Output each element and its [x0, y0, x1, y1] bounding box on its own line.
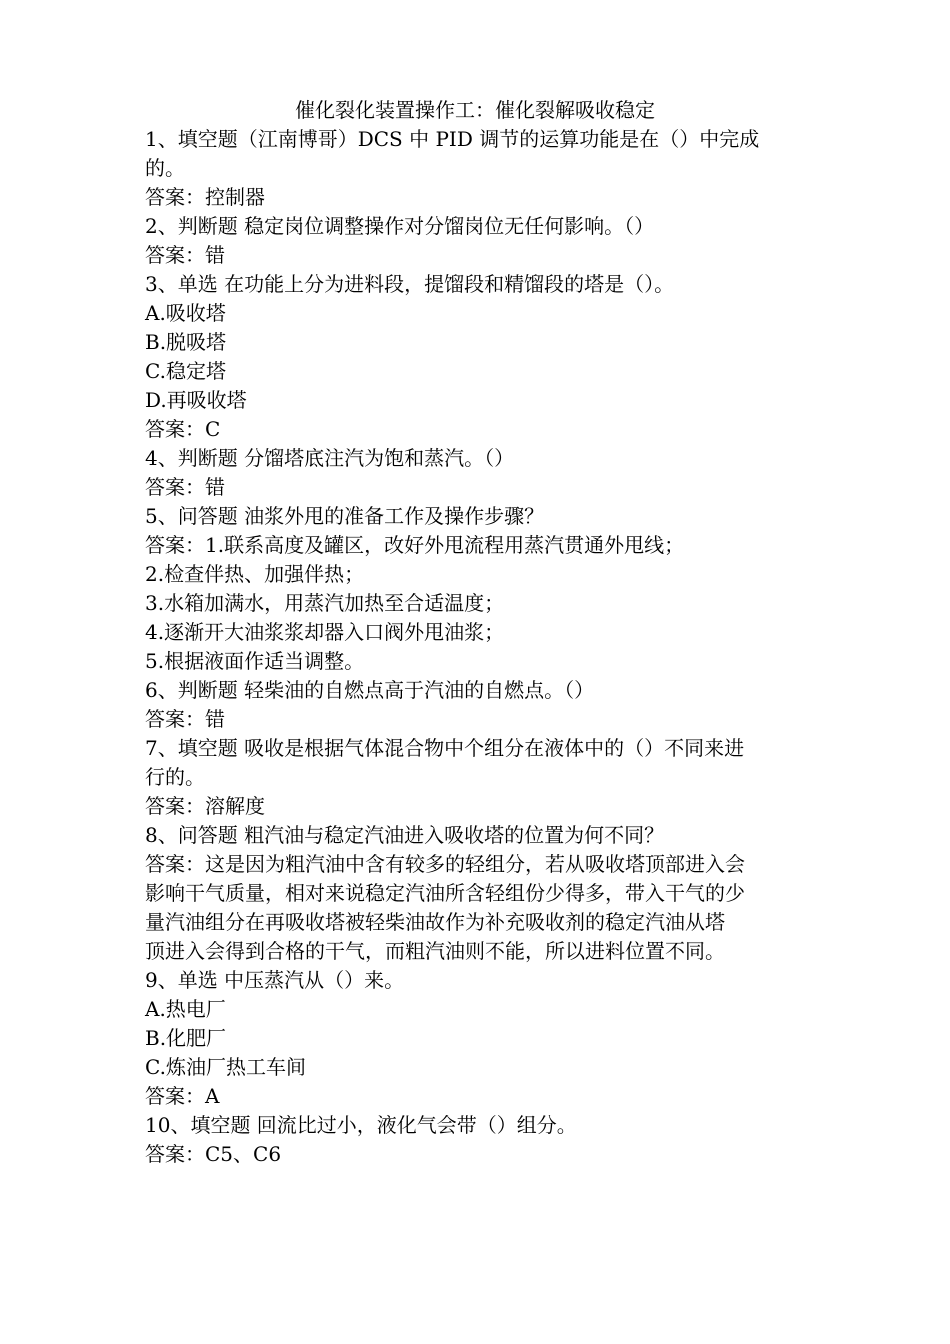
answer-line: 答案：1.联系高度及罐区，改好外甩流程用蒸汽贯通外甩线； [145, 533, 685, 557]
question-line: 10、填空题 回流比过小，液化气会带（）组分。 [145, 1113, 577, 1137]
answer-line: 答案：溶解度 [145, 794, 265, 818]
answer-line: 影响干气质量，相对来说稳定汽油所含轻组份少得多，带入干气的少 [145, 881, 745, 905]
document-title: 催化裂化装置操作工：催化裂解吸收稳定 [295, 98, 655, 122]
answer-line: 答案：这是因为粗汽油中含有较多的轻组分，若从吸收塔顶部进入会 [145, 852, 745, 876]
question-line: 4、判断题 分馏塔底注汽为饱和蒸汽。（） [145, 446, 515, 470]
option-line: A.吸收塔 [145, 301, 226, 325]
answer-line: 3.水箱加满水，用蒸汽加热至合适温度； [145, 591, 505, 615]
answer-line: 答案：错 [145, 475, 225, 499]
question-line: 3、单选 在功能上分为进料段，提馏段和精馏段的塔是（）。 [145, 272, 675, 296]
answer-line: 2.检查伴热、加强伴热； [145, 562, 365, 586]
text-line: 1、填空题（江南博哥）DCS 中 PID 调节的运算功能是在（）中完成 [145, 127, 760, 151]
answer-line: 答案：A [145, 1084, 220, 1108]
document-body [145, 125, 815, 1169]
option-line: A.热电厂 [145, 997, 226, 1021]
answer-line: 量汽油组分在再吸收塔被轻柴油故作为补充吸收剂的稳定汽油从塔 [145, 910, 725, 934]
answer-line: 答案：错 [145, 243, 225, 267]
option-line: B.化肥厂 [145, 1026, 227, 1050]
question-line: 5、问答题 油浆外甩的准备工作及操作步骤？ [145, 504, 545, 528]
option-line: C.稳定塔 [145, 359, 226, 383]
answer-line: 5.根据液面作适当调整。 [145, 649, 365, 673]
option-line: C.炼油厂热工车间 [145, 1055, 306, 1079]
question-line: 6、判断题 轻柴油的自燃点高于汽油的自燃点。（） [145, 678, 595, 702]
answer-line: 答案：C [145, 417, 221, 441]
option-line: B.脱吸塔 [145, 330, 227, 354]
question-line: 8、问答题 粗汽油与稳定汽油进入吸收塔的位置为何不同？ [145, 823, 665, 847]
question-line: 2、判断题 稳定岗位调整操作对分馏岗位无任何影响。（） [145, 214, 655, 238]
option-line: D.再吸收塔 [145, 388, 247, 412]
answer-line: 顶进入会得到合格的干气，而粗汽油则不能，所以进料位置不同。 [145, 939, 725, 963]
answer-line: 答案：控制器 [145, 185, 265, 209]
text-line: 的。 [145, 156, 185, 180]
question-line: 9、单选 中压蒸汽从（）来。 [145, 968, 405, 992]
answer-line: 4.逐渐开大油浆浆却器入口阀外甩油浆； [145, 620, 505, 644]
question-line: 7、填空题 吸收是根据气体混合物中个组分在液体中的（）不同来进 [145, 736, 745, 760]
answer-line: 答案：错 [145, 707, 225, 731]
answer-line: 答案：C5、C6 [145, 1142, 282, 1166]
question-line: 行的。 [145, 765, 205, 789]
